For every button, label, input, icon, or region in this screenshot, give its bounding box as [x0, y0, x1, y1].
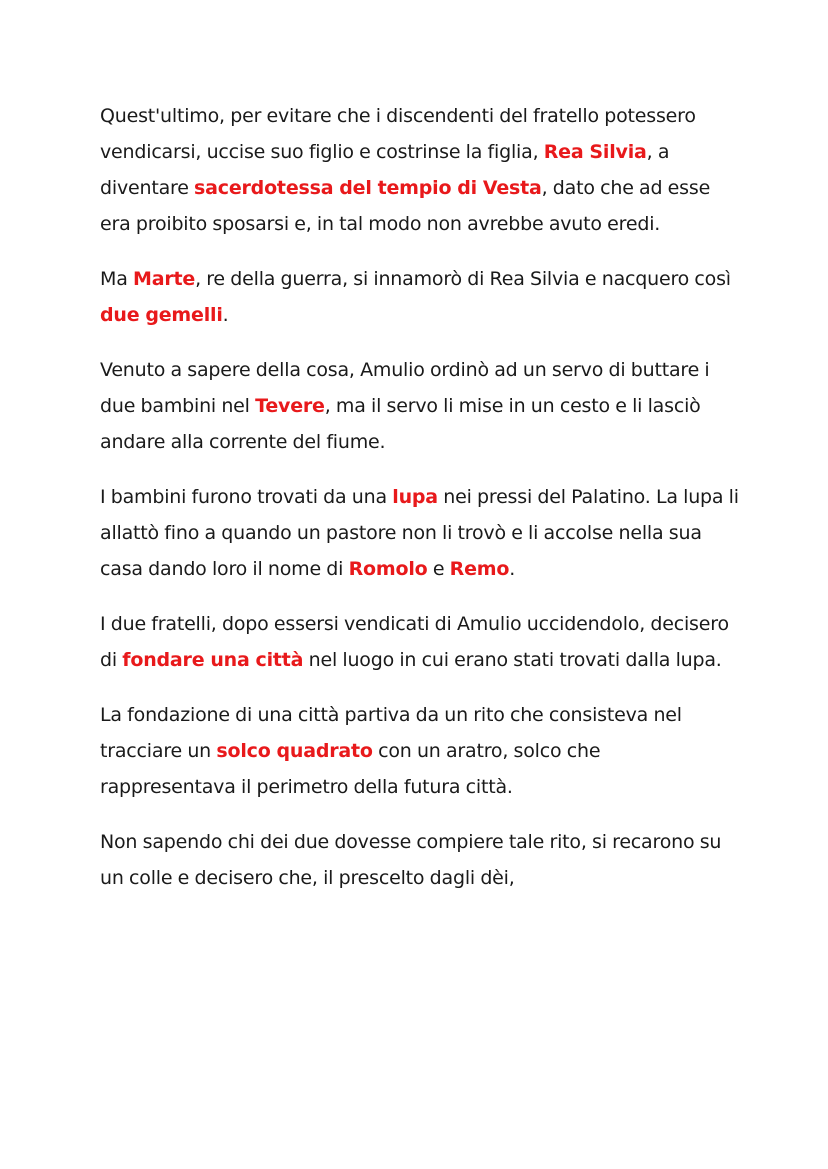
paragraph-2: [100, 261, 740, 333]
highlight-fondare-una-citta: fondare una città: [122, 649, 304, 671]
text-run: , ma il servo li mise in un cesto e li lasciò andare alla corrente del fiume.: [100, 395, 701, 453]
text-run: I due fratelli, dopo essersi vendicati di Amulio uccidendolo, decisero di: [100, 613, 729, 671]
paragraph-7: [100, 824, 740, 896]
text-run: Venuto a sapere della cosa, Amulio ordinò ad un servo di buttare i due bambini nel: [100, 359, 710, 417]
text-run: , dato che ad esse era proibito sposarsi e, in tal modo non avrebbe avuto eredi.: [100, 177, 711, 235]
text-run: nel luogo in cui erano stati trovati dalla lupa.: [303, 649, 722, 671]
paragraph-3: [100, 352, 740, 460]
text-run: .: [222, 304, 229, 326]
text-run: La fondazione di una città partiva da un rito che consisteva nel tracciare un: [100, 704, 682, 762]
text-run: , re della guerra, si innamorò di Rea Silvia e nacquero così: [195, 268, 731, 290]
document-page: [100, 98, 740, 915]
highlight-romolo: Romolo: [348, 558, 428, 580]
highlight-remo: Remo: [449, 558, 510, 580]
paragraph-1: [100, 98, 740, 242]
text-run: Non sapendo chi dei due dovesse compiere tale rito, si recarono su un colle e decisero che, il prescelto dagli dèi,: [100, 831, 722, 889]
paragraph-6: [100, 697, 740, 805]
text-run: , a diventare: [100, 141, 670, 199]
highlight-lupa: lupa: [392, 486, 438, 508]
text-run: nei pressi del Palatino. La lupa li allattò fino a quando un pastore non li trovò e li accolse nella sua casa dando loro il nome di: [100, 486, 739, 580]
text-run: Ma: [100, 268, 133, 290]
highlight-rea-silvia: Rea Silvia: [543, 141, 647, 163]
highlight-sacerdotessa: sacerdotessa del tempio di Vesta: [194, 177, 542, 199]
highlight-solco-quadrato: solco quadrato: [216, 740, 373, 762]
text-run: I bambini furono trovati da una: [100, 486, 393, 508]
text-run: Quest'ultimo, per evitare che i discendenti del fratello potessero vendicarsi, uccise suo figlio e costrinse la figlia,: [100, 105, 696, 163]
paragraph-4: [100, 479, 740, 587]
text-run: con un aratro, solco che rappresentava il perimetro della futura città.: [100, 740, 601, 798]
highlight-tevere: Tevere: [255, 395, 325, 417]
highlight-due-gemelli: due gemelli: [100, 304, 223, 326]
text-run: e: [427, 558, 450, 580]
highlight-marte: Marte: [132, 268, 196, 290]
paragraph-5: [100, 606, 740, 678]
text-run: .: [509, 558, 516, 580]
